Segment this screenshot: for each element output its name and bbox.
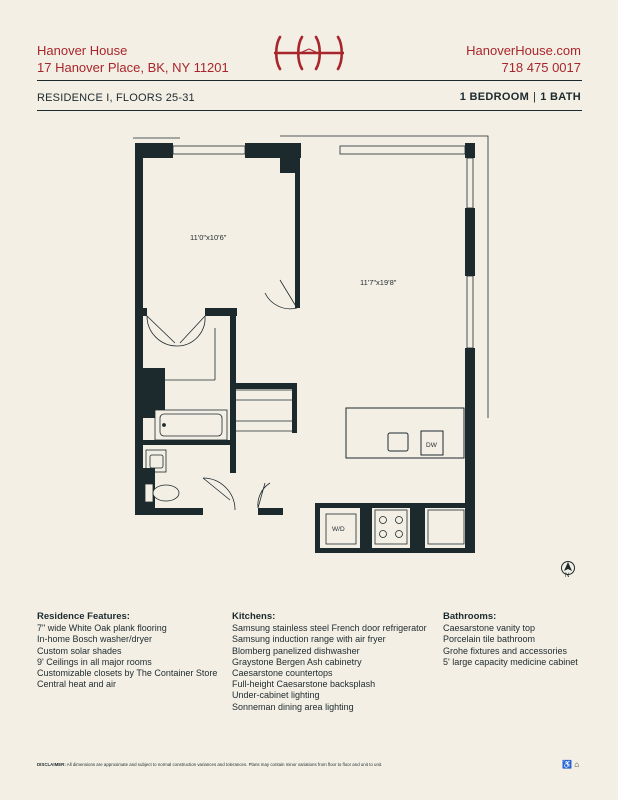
toilet bbox=[145, 484, 179, 502]
list-item: Custom solar shades bbox=[37, 645, 122, 656]
wall-left bbox=[135, 143, 143, 515]
residence-divider bbox=[37, 110, 582, 111]
kitchen-features bbox=[232, 611, 437, 713]
residence-features bbox=[37, 611, 222, 690]
compass-label: N bbox=[565, 573, 570, 579]
list-item: 7" wide White Oak plank flooring bbox=[37, 623, 167, 634]
bedroom-door bbox=[265, 280, 297, 309]
wall-kitchen-bottom bbox=[315, 548, 475, 553]
wall-range-divider bbox=[410, 506, 425, 551]
wheelchair-icon: ♿ bbox=[562, 760, 572, 769]
floor-plan bbox=[120, 128, 500, 568]
bedroom-door-left bbox=[147, 316, 177, 346]
accessibility-icons bbox=[562, 760, 579, 769]
bath-count: 1 BATH bbox=[540, 91, 581, 103]
dishwasher-label: DW bbox=[426, 442, 437, 449]
bedroom-dimensions: 11'0"x10'6" bbox=[190, 233, 227, 242]
bathtub bbox=[155, 410, 227, 440]
window-living-right-2 bbox=[467, 276, 473, 348]
wall-bedroom-bottom-left bbox=[135, 308, 147, 316]
list-item: Under-cabinet lighting bbox=[232, 690, 320, 701]
list-item: Samsung stainless steel French door refrigerator bbox=[232, 623, 427, 634]
disclaimer bbox=[37, 762, 382, 767]
wall-bedroom-right bbox=[295, 156, 300, 308]
entry-door bbox=[258, 483, 270, 508]
website-link[interactable]: HanoverHouse.com bbox=[466, 43, 581, 58]
residence-title: RESIDENCE I, FLOORS 25-31 bbox=[37, 92, 195, 104]
refrigerator bbox=[428, 510, 464, 544]
wall-right-upper bbox=[465, 208, 475, 276]
range bbox=[375, 510, 407, 544]
disclaimer-text: All dimensions are approximate and subject to normal construction variances and tolerances. Plans may contain minor variations from floor to floor and unit to unit. bbox=[66, 762, 383, 767]
wall-bottom-left bbox=[143, 508, 203, 515]
list-item: Central heat and air bbox=[37, 679, 117, 690]
building-address: 17 Hanover Place, BK, NY 11201 bbox=[37, 60, 229, 75]
kitchen-island bbox=[346, 408, 464, 458]
wall-bath-mid bbox=[143, 440, 231, 445]
wall-bottom-mid bbox=[258, 508, 283, 515]
list-item: 9' Ceilings in all major rooms bbox=[37, 656, 152, 667]
building-info bbox=[37, 42, 229, 76]
list-item: Grohe fixtures and accessories bbox=[443, 645, 568, 656]
list-item: Caesarstone vanity top bbox=[443, 623, 536, 634]
island-sink bbox=[388, 433, 408, 451]
bathroom-features-heading: Bathrooms: bbox=[443, 611, 497, 622]
wall-kitchen-back bbox=[315, 503, 475, 508]
type-separator: | bbox=[533, 91, 537, 103]
contact-info bbox=[466, 42, 581, 76]
list-item: 5' large capacity medicine cabinet bbox=[443, 656, 578, 667]
washer-dryer-label: W/D bbox=[332, 526, 345, 533]
list-item: Graystone Bergen Ash cabinetry bbox=[232, 656, 362, 667]
list-item: Samsung induction range with air fryer bbox=[232, 634, 386, 645]
residence-type bbox=[460, 91, 581, 103]
window-living-top bbox=[340, 146, 465, 154]
list-item: Caesarstone countertops bbox=[232, 668, 333, 679]
wall-right-mid bbox=[465, 348, 475, 418]
window-bedroom bbox=[173, 146, 245, 154]
list-item: Sonneman dining area lighting bbox=[232, 701, 354, 712]
phone-number: 718 475 0017 bbox=[501, 60, 581, 75]
bedroom-count: 1 BEDROOM bbox=[459, 91, 530, 103]
hanover-house-logo bbox=[270, 35, 348, 71]
wall-right-lower bbox=[465, 418, 475, 553]
wall-bedroom-bottom-mid bbox=[205, 308, 237, 316]
wall-wd-divider bbox=[360, 506, 372, 551]
living-dimensions: 11'7"x19'8" bbox=[360, 278, 397, 287]
wall-kitchen-left bbox=[315, 503, 320, 553]
wall-linen-top bbox=[230, 383, 295, 389]
equal-housing-icon: ⌂ bbox=[574, 760, 580, 769]
window-living-right-1 bbox=[467, 158, 473, 208]
list-item: In-home Bosch washer/dryer bbox=[37, 634, 153, 645]
wall-bath-right bbox=[230, 383, 236, 473]
disclaimer-label: DISCLAIMER: bbox=[37, 762, 66, 767]
list-item: Customizable closets by The Container Store bbox=[37, 668, 218, 679]
list-item: Porcelain tile bathroom bbox=[443, 634, 536, 645]
list-item: Full-height Caesarstone backsplash bbox=[232, 679, 376, 690]
bathroom-features bbox=[443, 611, 593, 668]
header-divider bbox=[37, 80, 582, 81]
residence-features-heading: Residence Features: bbox=[37, 611, 130, 622]
wall-linen-right bbox=[292, 383, 297, 433]
wall-top-right bbox=[465, 143, 475, 158]
kitchen-features-heading: Kitchens: bbox=[232, 611, 276, 622]
bath-door bbox=[203, 478, 235, 510]
building-name: Hanover House bbox=[37, 43, 128, 58]
list-item: Blomberg panelized dishwasher bbox=[232, 645, 360, 656]
